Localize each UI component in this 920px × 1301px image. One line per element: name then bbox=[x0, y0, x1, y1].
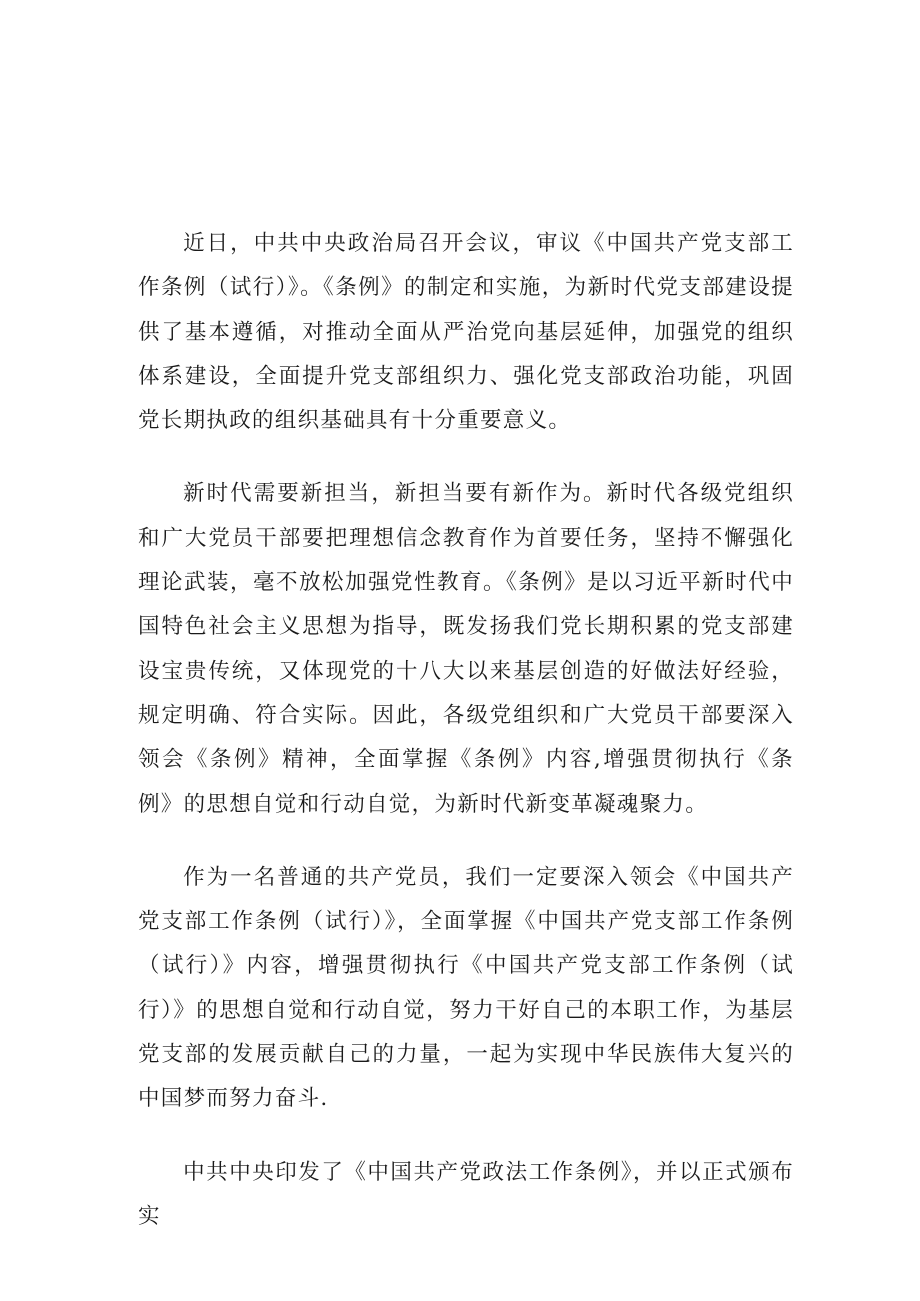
paragraph-1: 近日，中共中央政治局召开会议，审议《中国共产党支部工作条例（试行）》。《条例》的制定和实施，为新时代党支部建设提供了基本遵循，对推动全面从严治党向基层延伸，加强党的组织体系建设，全面提升党支部组织力、强化党支部政治功能，巩固党长期执政的组织基础具有十分重要意义。 bbox=[138, 231, 794, 434]
paragraph-4: 中共中央印发了《中国共产党政法工作条例》，并以正式颁布实 bbox=[138, 1159, 794, 1229]
document-body bbox=[138, 222, 794, 1239]
paragraph-2: 新时代需要新担当，新担当要有新作为。新时代各级党组织和广大党员干部要把理想信念教育作为首要任务，坚持不懈强化理论武装，毫不放松加强党性教育。《条例》是以习近平新时代中国特色社会主义思想为指导，既发扬我们党长期积累的党支部建设宝贵传统，又体现党的十八大以来基层创造的好做法好经验，规定明确、符合实际。因此，各级党组织和广大党员干部要深入领会《条例》精神，全面掌握《条例》内容,增强贯彻执行《条例》的思想自觉和行动自觉，为新时代新变革凝魂聚力。 bbox=[138, 481, 794, 817]
paragraph-3: 作为一名普通的共产党员，我们一定要深入领会《中国共产党支部工作条例（试行）》，全面掌握《中国共产党支部工作条例（试行）》内容，增强贯彻执行《中国共产党支部工作条例（试行）》的思想自觉和行动自觉，努力干好自己的本职工作，为基层党支部的发展贡献自己的力量，一起为实现中华民族伟大复兴的中国梦而努力奋斗. bbox=[138, 864, 794, 1112]
